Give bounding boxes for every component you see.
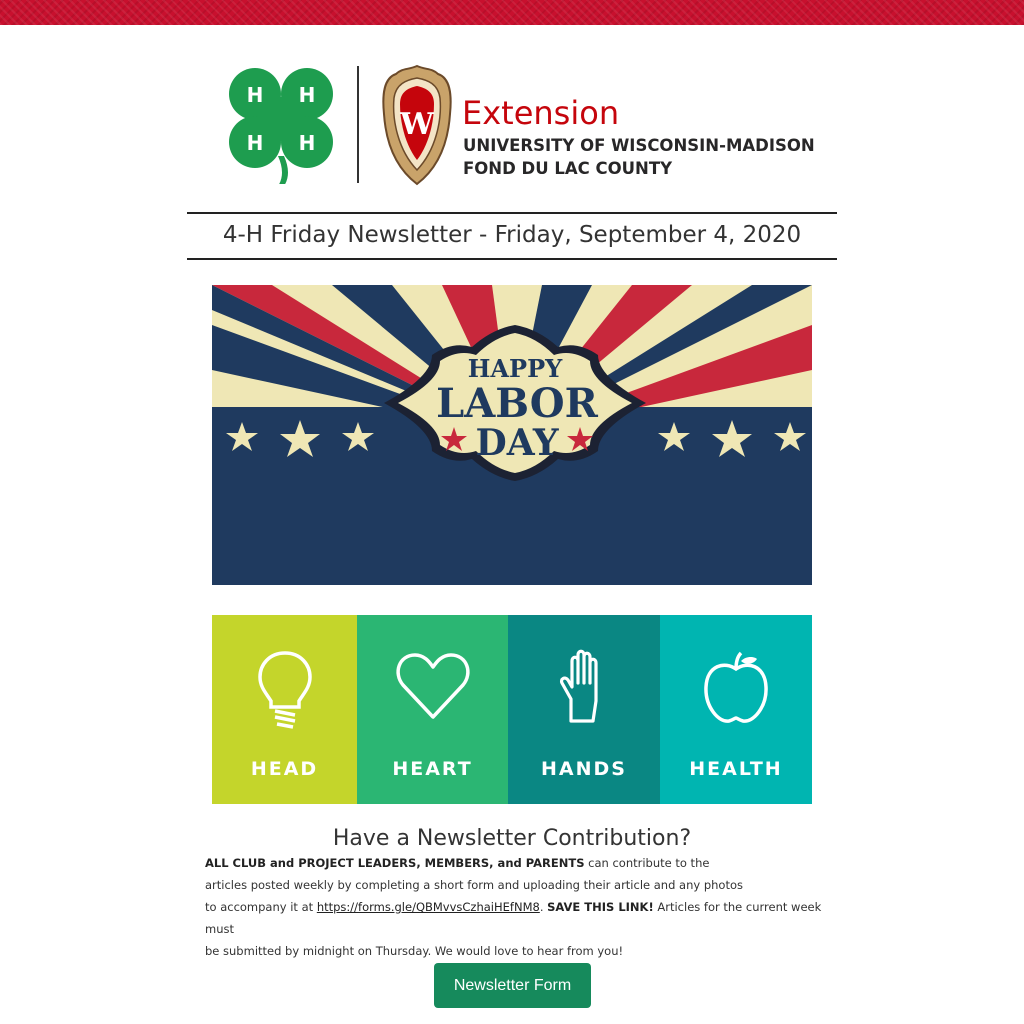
pillar-head <box>212 615 357 804</box>
newsletter-form-button[interactable]: Newsletter Form <box>434 963 591 1008</box>
university-name: UNIVERSITY OF WISCONSIN-MADISON <box>463 136 815 155</box>
labor-day-banner-image <box>212 285 812 585</box>
newsletter-title: 4-H Friday Newsletter - Friday, September 4, 2020 <box>222 222 802 248</box>
contribution-text-5: Articles for the current week must <box>205 900 822 936</box>
title-rule-top <box>187 212 837 214</box>
title-rule-bottom <box>187 258 837 260</box>
pillar-hands <box>508 615 660 804</box>
logo-divider <box>357 66 359 183</box>
svg-text:W: W <box>400 107 434 142</box>
newsletter-form-link[interactable]: https://forms.gle/QBMvvsCzhaiHEfNM8 <box>316 900 540 914</box>
top-accent-bar <box>0 0 1024 25</box>
county-name: FOND DU LAC COUNTY <box>463 159 673 178</box>
heart-icon <box>395 649 471 721</box>
four-h-pillars-banner <box>212 615 812 804</box>
contribution-heading: Have a Newsletter Contribution? <box>332 826 692 851</box>
banner-day-text: DAY <box>475 422 559 464</box>
lightbulb-icon <box>255 649 315 729</box>
contribution-paragraph <box>205 852 830 962</box>
apple-icon <box>701 649 771 725</box>
extension-wordmark: Extension <box>462 94 620 132</box>
4h-clover-logo <box>222 64 340 184</box>
pillar-health-label: HEALTH <box>689 758 783 780</box>
header-logo-block <box>222 60 815 190</box>
contribution-text-4: . <box>539 900 548 914</box>
save-link-note: SAVE THIS LINK! <box>547 900 654 914</box>
pillar-head-label: HEAD <box>250 758 319 780</box>
banner-labor-text: LABOR <box>436 380 598 427</box>
contribution-text-3: to accompany it at <box>205 900 317 914</box>
pillar-hands-label: HANDS <box>541 758 627 780</box>
svg-text:H: H <box>246 83 264 107</box>
hand-icon <box>557 649 611 725</box>
contribution-text-1: can contribute to the <box>584 856 710 870</box>
contribution-bold-intro: ALL CLUB and PROJECT LEADERS, MEMBERS, and PARENTS <box>205 856 585 870</box>
labor-day-graphic <box>212 285 812 585</box>
pillar-heart <box>357 615 508 804</box>
banner-happy-text: HAPPY <box>467 354 563 383</box>
contribution-text-2: articles posted weekly by completing a short form and uploading their article and any photos <box>205 878 744 892</box>
svg-text:H: H <box>246 131 264 155</box>
svg-text:H: H <box>298 131 316 155</box>
contribution-text-6: be submitted by midnight on Thursday. We would love to hear from you! <box>205 944 624 958</box>
uw-crest-logo <box>378 64 456 186</box>
pillar-heart-label: HEART <box>392 758 473 780</box>
pillar-health <box>660 615 812 804</box>
svg-text:H: H <box>298 83 316 107</box>
